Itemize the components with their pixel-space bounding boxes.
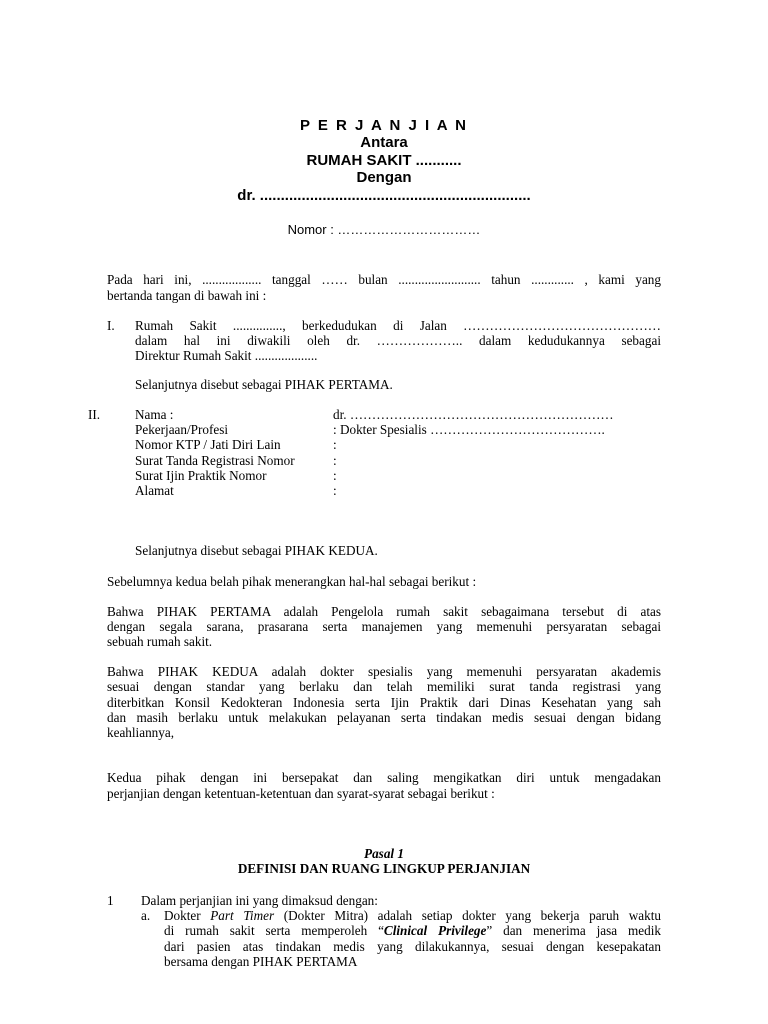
party1-line-2: dalam hal ini diwakili oleh dr. ……………….. dalam kedudukannya sebagai [135, 333, 661, 348]
field-label-nama: Nama : [135, 407, 174, 422]
pasal-number: Pasal 1 [364, 846, 404, 861]
party1-line-1: Rumah Sakit ..............., berkedudukan di Jalan ……………………………………… [135, 318, 661, 333]
field-value-alamat: : [333, 483, 337, 498]
para2-line-5: keahliannya, [107, 725, 175, 740]
item1-text: Dalam perjanjian ini yang dimaksud dengan: [141, 893, 378, 908]
field-label-alamat: Alamat [135, 483, 174, 498]
para3-line-1: Kedua pihak dengan ini bersepakat dan saling mengikatkan diri untuk mengadakan [107, 770, 661, 785]
document-number: Nomor : …………………………… [287, 222, 481, 237]
sub-a-line-2: di rumah sakit serta memperoleh “Clinical Privilege” dan menerima jasa medik [164, 923, 661, 938]
para2-line-2: sesuai dengan standar yang berlaku dan telah memiliki surat tanda registrasi yang [107, 679, 661, 694]
para1-line-3: sebuah rumah sakit. [107, 634, 213, 649]
field-label-ktp: Nomor KTP / Jati Diri Lain [135, 437, 281, 452]
sub-a-line-1: Dokter Part Timer (Dokter Mitra) adalah setiap dokter yang bekerja paruh waktu [164, 908, 661, 923]
sub-a-marker: a. [141, 908, 151, 923]
title-dengan: Dengan [356, 169, 412, 186]
item1-number: 1 [107, 893, 114, 908]
para3-line-2: perjanjian dengan ketentuan-ketentuan dan syarat-syarat sebagai berikut : [107, 786, 495, 801]
document-title: P E R J A N J I A N [299, 117, 469, 134]
field-value-pekerjaan: : Dokter Spesialis …………………………………. [333, 422, 605, 437]
party1-number: I. [107, 318, 115, 333]
party1-closing: Selanjutnya disebut sebagai PIHAK PERTAMA. [135, 377, 393, 392]
intro-text: Sebelumnya kedua belah pihak menerangkan hal-hal sebagai berikut : [107, 574, 477, 589]
title-rumah-sakit: RUMAH SAKIT ........... [306, 152, 462, 169]
party2-number: II. [88, 407, 101, 422]
para2-line-3: diterbitkan Konsil Kedokteran Indonesia serta Ijin Praktik dari Dinas Kesehatan yang sah [107, 695, 661, 710]
field-label-pekerjaan: Pekerjaan/Profesi [135, 422, 229, 437]
field-value-nama: dr. …………………………………………………… [333, 407, 614, 422]
para2-line-4: dan masih berlaku untuk melakukan pelayanan serta tindakan medis sesuai dengan bidang [107, 710, 661, 725]
field-label-sip: Surat Ijin Praktik Nomor [135, 468, 267, 483]
title-doctor: dr. ................................................................. [237, 187, 531, 204]
party2-closing: Selanjutnya disebut sebagai PIHAK KEDUA. [135, 543, 378, 558]
part-timer-term: Part Timer [210, 908, 275, 923]
field-value-str: : [333, 453, 337, 468]
pasal-title: DEFINISI DAN RUANG LINGKUP PERJANJIAN [237, 861, 531, 876]
field-label-str: Surat Tanda Registrasi Nomor [135, 453, 295, 468]
sub-a-line-3: dari pasien atas tindakan medis yang dilakukannya, sesuai dengan kesepakatan [164, 939, 661, 954]
para2-line-1: Bahwa PIHAK KEDUA adalah dokter spesialis yang memenuhi persyaratan akademis [107, 664, 661, 679]
para1-line-1: Bahwa PIHAK PERTAMA adalah Pengelola rumah sakit sebagaimana tersebut di atas [107, 604, 661, 619]
title-antara: Antara [360, 134, 408, 151]
para1-line-2: dengan segala sarana, prasarana serta manajemen yang memenuhi persyaratan sebagai [107, 619, 661, 634]
field-value-ktp: : [333, 437, 337, 452]
party1-line-3: Direktur Rumah Sakit ................... [135, 348, 318, 363]
field-value-sip: : [333, 468, 337, 483]
sub-a-line-4: bersama dengan PIHAK PERTAMA [164, 954, 358, 969]
opening-line-2: bertanda tangan di bawah ini : [107, 288, 267, 303]
opening-line-1: Pada hari ini, .................. tanggal …… bulan ......................... tahun ............. , kami yang [107, 272, 661, 287]
clinical-privilege-term: Clinical Privilege [383, 923, 487, 938]
